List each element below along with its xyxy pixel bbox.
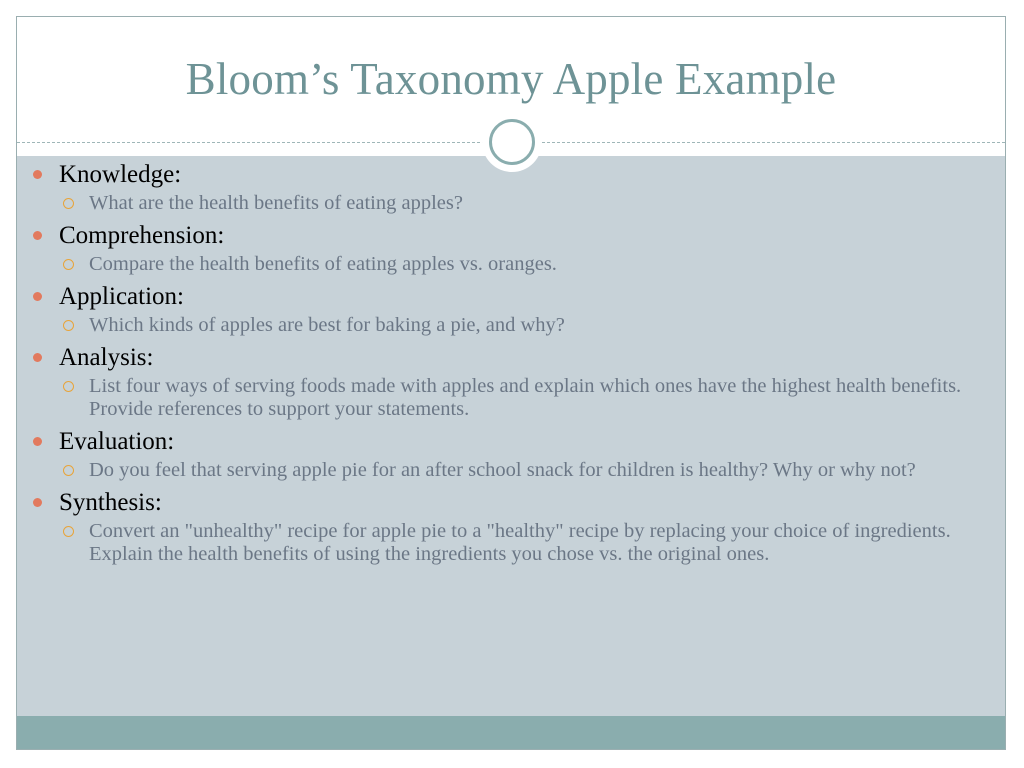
hollow-circle-icon	[63, 381, 74, 392]
list-item-knowledge	[30, 160, 970, 215]
filled-dot-icon	[33, 170, 42, 179]
list-item-synthesis	[30, 488, 970, 566]
sub-bullet	[30, 192, 970, 215]
sub-bullet	[30, 520, 970, 566]
bullet-heading-text: Analysis:	[59, 344, 154, 371]
bullet-heading-text: Comprehension:	[59, 222, 225, 249]
sub-bullet	[30, 375, 970, 421]
filled-dot-icon	[33, 292, 42, 301]
sub-bullet	[30, 314, 970, 337]
hollow-circle-icon	[63, 320, 74, 331]
bullet-heading	[30, 427, 970, 456]
bullet-list	[30, 160, 970, 572]
bullet-heading-text: Application:	[59, 283, 184, 310]
bullet-heading	[30, 282, 970, 311]
list-item-application	[30, 282, 970, 337]
ring-inner	[489, 119, 535, 165]
footer-band	[17, 716, 1005, 750]
sub-bullet	[30, 253, 970, 276]
bullet-heading-text: Knowledge:	[59, 161, 182, 188]
bullet-heading-text: Evaluation:	[59, 428, 175, 455]
slide-title: Bloom’s Taxonomy Apple Example	[185, 54, 837, 104]
sub-bullet-text: Convert an "unhealthy" recipe for apple pie to a "healthy" recipe by replacing your choice of ingredients. Explain the health benefits of using the ingredients you chose vs. the original ones.	[89, 520, 951, 565]
hollow-circle-icon	[63, 526, 74, 537]
filled-dot-icon	[33, 437, 42, 446]
sub-bullet-text: List four ways of serving foods made with apples and explain which ones have the highest health benefits. Provide references to support your statements.	[89, 375, 962, 420]
filled-dot-icon	[33, 498, 42, 507]
bullet-heading-text: Synthesis:	[59, 489, 162, 516]
bullet-heading	[30, 221, 970, 250]
list-item-analysis	[30, 343, 970, 421]
bullet-heading	[30, 488, 970, 517]
sub-bullet-text: What are the health benefits of eating apples?	[89, 192, 463, 214]
sub-bullet	[30, 459, 970, 482]
sub-bullet-text: Compare the health benefits of eating apples vs. oranges.	[89, 253, 557, 275]
sub-bullet-text: Do you feel that serving apple pie for an after school snack for children is healthy? Why or why not?	[89, 459, 916, 481]
hollow-circle-icon	[63, 198, 74, 209]
hollow-circle-icon	[63, 465, 74, 476]
filled-dot-icon	[33, 353, 42, 362]
hollow-circle-icon	[63, 259, 74, 270]
filled-dot-icon	[33, 231, 42, 240]
bullet-heading	[30, 343, 970, 372]
list-item-evaluation	[30, 427, 970, 482]
list-item-comprehension	[30, 221, 970, 276]
sub-bullet-text: Which kinds of apples are best for baking a pie, and why?	[89, 314, 565, 336]
bullet-heading	[30, 160, 970, 189]
